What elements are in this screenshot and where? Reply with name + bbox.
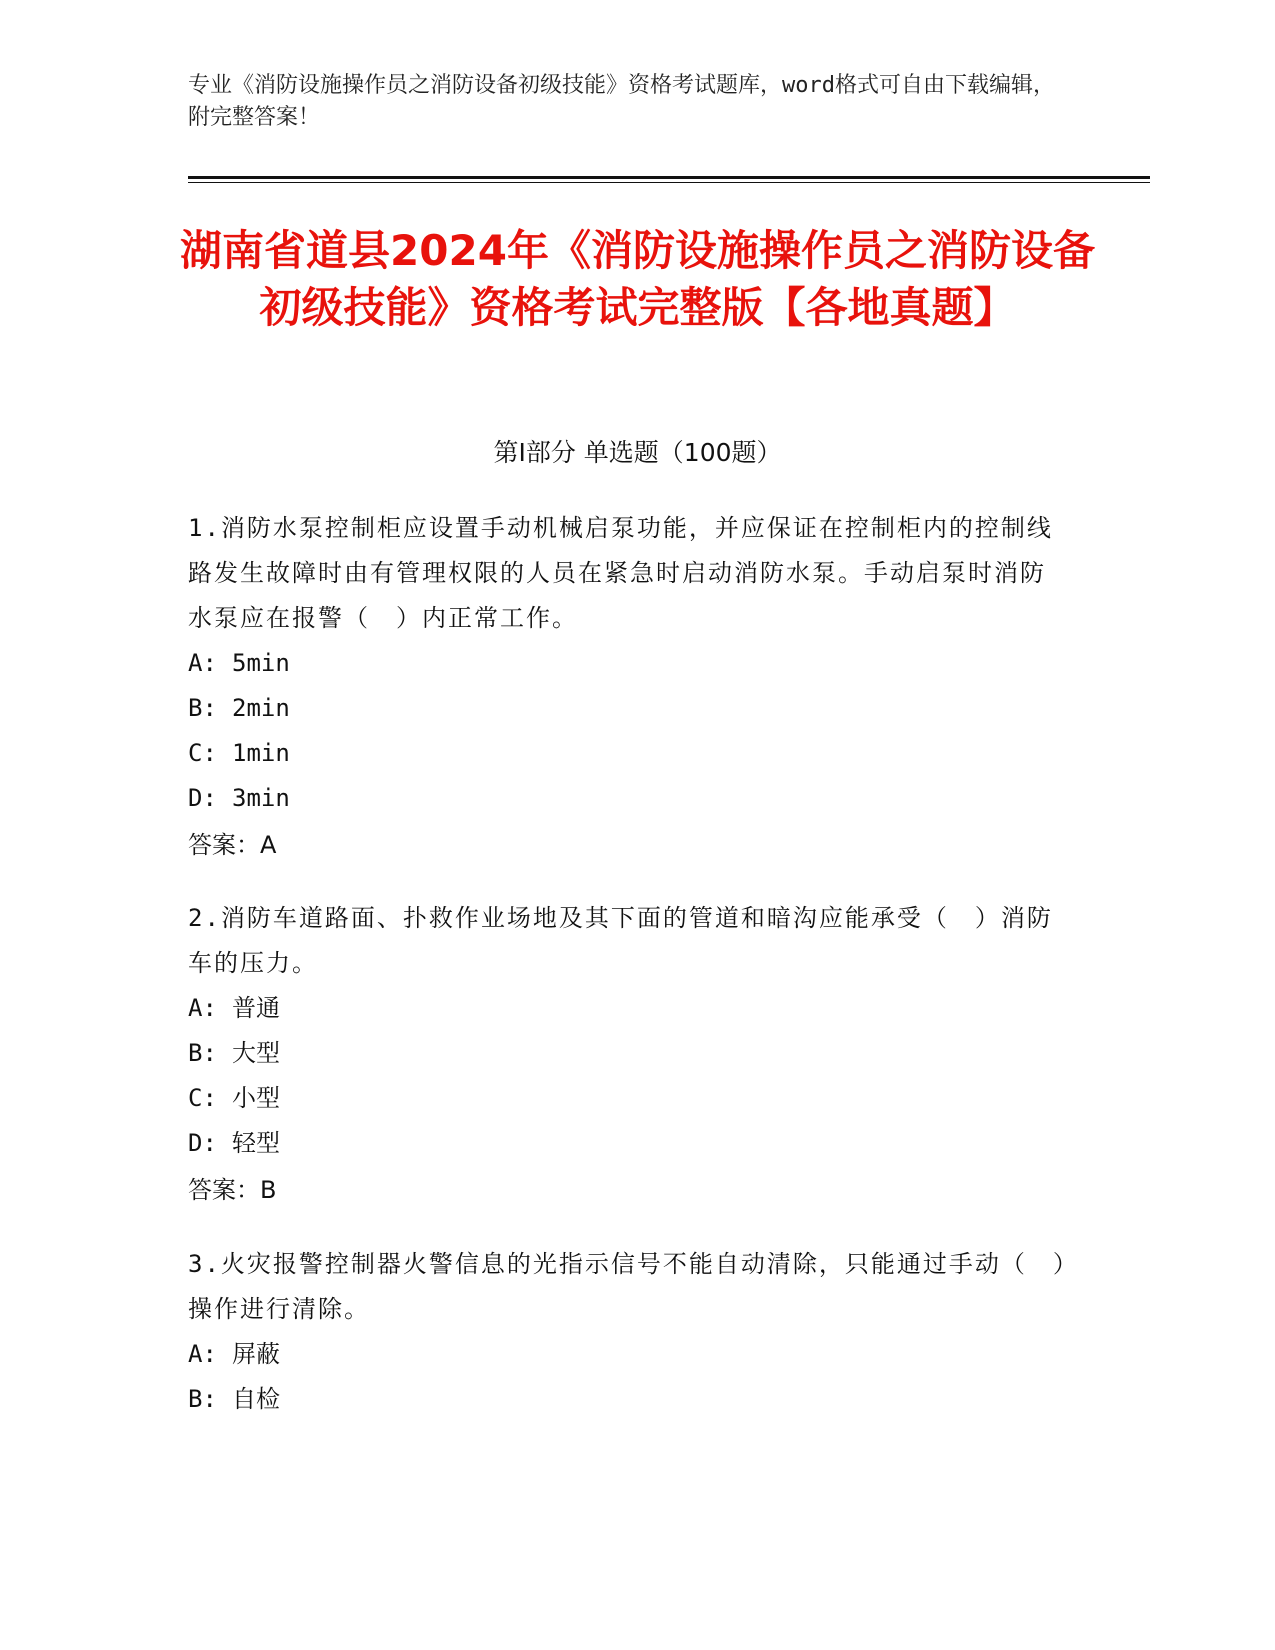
option-text: 3min: [232, 784, 290, 812]
header-note: 专业《消防设施操作员之消防设备初级技能》资格考试题库，word格式可自由下载编辑，附完整答案！: [188, 73, 1055, 130]
question-2: [188, 896, 1068, 1213]
option-letter: C:: [188, 1084, 217, 1112]
option-b: [188, 686, 1068, 731]
option-letter: D:: [188, 1129, 217, 1157]
question-stem: 3.火灾报警控制器火警信息的光指示信号不能自动清除，只能通过手动（ ）操作进行清除。: [188, 1250, 1067, 1323]
option-letter: A:: [188, 994, 217, 1022]
option-text: 1min: [232, 739, 290, 767]
header-divider: [188, 176, 1150, 179]
option-text: 轻型: [232, 1129, 280, 1157]
option-text: 屏蔽: [232, 1340, 280, 1368]
option-a: [188, 986, 1068, 1031]
option-letter: A:: [188, 649, 217, 677]
option-letter: B:: [188, 1039, 217, 1067]
option-letter: D:: [188, 784, 217, 812]
question-1: [188, 506, 1068, 868]
option-a: [188, 641, 1068, 686]
option-b: [188, 1377, 1068, 1422]
option-d: [188, 1121, 1068, 1166]
document-title: 湖南省道县2024年《消防设施操作员之消防设备初级技能》资格考试完整版【各地真题】: [180, 226, 1095, 332]
question-stem: 1.消防水泵控制柜应设置手动机械启泵功能，并应保证在控制柜内的控制线路发生故障时由有管理权限的人员在紧急时启动消防水泵。手动启泵时消防水泵应在报警（ ）内正常工作。: [188, 514, 1053, 632]
option-a: [188, 1332, 1068, 1377]
option-letter: A:: [188, 1340, 217, 1368]
option-letter: C:: [188, 739, 217, 767]
option-text: 普通: [232, 994, 280, 1022]
option-text: 5min: [232, 649, 290, 677]
option-c: [188, 1076, 1068, 1121]
question-stem: 2.消防车道路面、扑救作业场地及其下面的管道和暗沟应能承受（ ）消防车的压力。: [188, 904, 1053, 977]
option-letter: B:: [188, 694, 217, 722]
header-divider-thin: [188, 182, 1150, 183]
option-text: 2min: [232, 694, 290, 722]
option-text: 自检: [232, 1385, 280, 1413]
question-3: [188, 1242, 1068, 1422]
option-text: 大型: [232, 1039, 280, 1067]
option-text: 小型: [232, 1084, 280, 1112]
option-c: [188, 731, 1068, 776]
option-letter: B:: [188, 1385, 217, 1413]
answer: 答案：B: [188, 1176, 277, 1204]
section-heading: 第Ⅰ部分 单选题（100题）: [493, 438, 782, 467]
option-d: [188, 776, 1068, 821]
option-b: [188, 1031, 1068, 1076]
answer: 答案：A: [188, 831, 277, 859]
